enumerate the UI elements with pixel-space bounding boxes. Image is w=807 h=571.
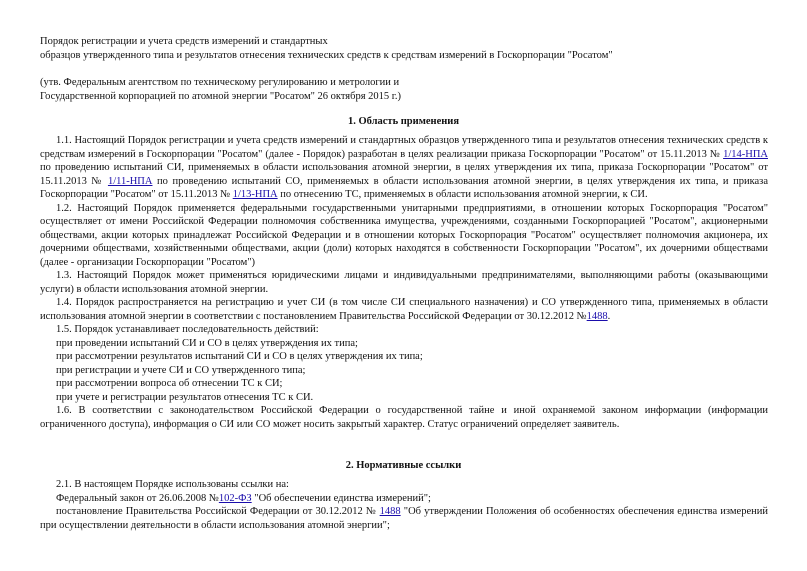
link-order-1-11[interactable]: 1/11-НПА [107,175,153,187]
government-decree-reference [40,505,768,532]
p11-text-a: 1.1. Настоящий Порядок регистрации и учета средств измерений и стандартных образцов утвержденного типа и результатов отнесения технических средств к средствам измерений в Госкорпорации "Росатом" (далее - Порядок) разработан в целях реализации приказа Госкорпорации "Росатом" от 15.11.2013 № [40,135,768,160]
p11-text-d: по отнесению ТС, применяемых в области использования атомной энергии, к СИ. [277,189,648,200]
approval-line2: Государственной корпорацией по атомной энергии "Росатом" 26 октября 2015 г.) [40,90,402,102]
list-item: при рассмотрении вопроса об отнесении ТС к СИ; [56,378,283,389]
document-title-line2: образцов утвержденного типа и результатов отнесения технических средств к средствам измерений в Госкорпорации "Росатом" [40,49,613,61]
paragraph-1-6: 1.6. В соответствии с законодательством Российской Федерации о государственной тайне и иной охраняемой законом информации (информации ограниченного доступа), информация о СИ или СО может носить закрытый характер. Статус ограничений определяет заявитель. [40,405,768,430]
link-decree-1488-ref[interactable]: 1488 [379,506,401,517]
link-decree-1488[interactable]: 1488 [586,310,608,322]
link-order-1-14[interactable]: 1/14-НПА [723,148,768,160]
p11-text-b: по проведению испытаний СИ, применяемых в области использования атомной энергии, в целях утверждения их типа, приказа Госкорпорации "Росатом" от 15.11.2013 № [40,162,768,187]
paragraph-1-5: 1.5. Порядок устанавливает последовательность действий: [56,324,319,335]
section1-body [40,134,768,431]
pp-text-a: постановление Правительства Российской Федерации от 30.12.2012 № [56,506,380,517]
p14-text-b: . [607,310,611,322]
section2-heading: 2. Нормативные ссылки [345,460,462,471]
paragraph-1-4 [40,296,768,323]
document-title-line1: Порядок регистрации и учета средств измерений и стандартных [40,36,328,47]
section1-heading: 1. Область применения [347,116,460,127]
link-order-1-13[interactable]: 1/13-НПА [232,189,278,200]
pp-text-b: "Об утверждении Положения об особенностях обеспечения единства измерений при осуществлении деятельности в области использования атомной энергии"; [40,506,768,531]
p11-text-c: по проведению испытаний СО, применяемых в области использования атомной энергии, в целях утверждения их типа, и приказа Госкорпорации "Росатом" от 15.11.2013 № [40,175,768,200]
link-law-102-fz[interactable]: 102-ФЗ [218,492,252,504]
list-item: при проведении испытаний СИ и СО в целях утверждения их типа; [56,337,358,349]
fz-text-a: Федеральный закон от 26.06.2008 № [56,492,219,504]
paragraph-2-1: 2.1. В настоящем Порядке использованы ссылки на: [56,479,289,490]
list-item: при регистрации и учете СИ и СО утвержденного типа; [56,364,306,376]
list-item: при учете и регистрации результатов отнесения ТС к СИ. [56,391,314,403]
document-header [40,35,780,62]
approval-line1: (утв. Федеральным агентством по техническому регулированию и метрологии и [40,77,400,88]
list-item: при рассмотрении результатов испытаний СИ и СО в целях утверждения их типа; [56,351,423,362]
paragraph-1-3: 1.3. Настоящий Порядок может применяться юридическими лицами и индивидуальными предпринимателями, выполняющими работы (оказывающими услуги) в области использования атомной энергии. [40,270,768,295]
section2-body [40,478,768,532]
federal-law-reference [40,492,768,506]
p14-text-a: 1.4. Порядок распространяется на регистрацию и учет СИ (в том числе СИ специального назначения) и СО утвержденного типа, применяемых в области использования атомной энергии в соответствии с постановлением Правительства Российской Федерации от 30.12.2012 № [40,297,768,322]
paragraph-1-2: 1.2. Настоящий Порядок применяется федеральными государственными унитарными предприятиями, в отношении которых Госкорпорация "Росатом" осуществляет от имени Российской Федерации полномочия собственника имущества, учреждениями, созданными Госкорпорацией "Росатом", акционерными обществами, акции которых принадлежат Российской Федерации и в отношении которых Госкорпорация "Росатом" осуществляет полномочия акционера, их дочерними обществами, хозяйственными обществами, акции (доли) которых находятся в собственности Госкорпорации "Росатом", их дочерними обществами (далее - организации Госкорпорации "Росатом") [40,202,768,268]
paragraph-1-1 [40,134,768,202]
fz-text-b: "Об обеспечении единства измерений"; [251,492,431,504]
approval-note [40,76,780,103]
